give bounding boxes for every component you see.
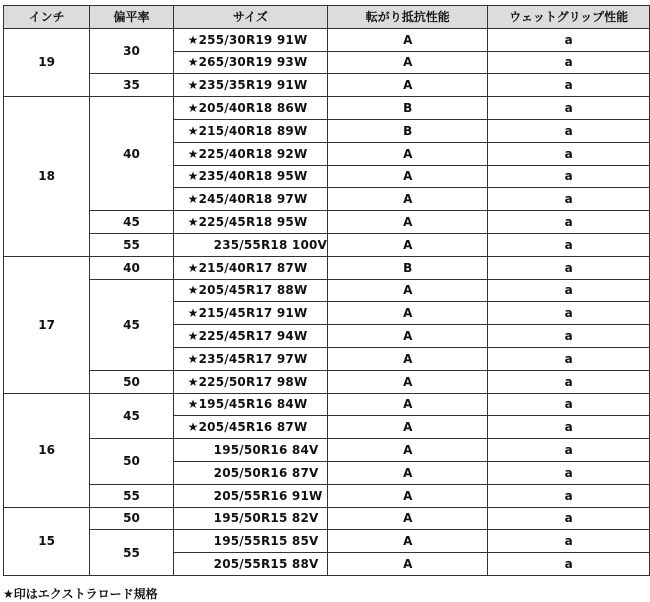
aspect-ratio-cell: 55	[90, 233, 173, 256]
tire-size-cell: ★235/45R17 97W	[173, 347, 327, 370]
rolling-resistance-cell: A	[328, 439, 488, 462]
tire-size-cell: ★205/45R16 87W	[173, 416, 327, 439]
tire-size-cell: 205/55R15 88V	[173, 553, 327, 576]
tire-size-cell: ★225/40R18 92W	[173, 142, 327, 165]
tire-size-cell: 195/50R16 84V	[173, 439, 327, 462]
table-row	[4, 439, 650, 462]
aspect-ratio-cell: 40	[90, 97, 173, 211]
table-row	[4, 233, 650, 256]
aspect-ratio-cell: 45	[90, 393, 173, 439]
wet-grip-cell: a	[488, 211, 650, 234]
rolling-resistance-cell: A	[328, 142, 488, 165]
table-row	[4, 256, 650, 279]
rolling-resistance-cell: A	[328, 347, 488, 370]
aspect-ratio-cell: 35	[90, 74, 173, 97]
wet-grip-cell: a	[488, 302, 650, 325]
tire-size-cell: ★215/40R18 89W	[173, 119, 327, 142]
rolling-resistance-cell: A	[328, 279, 488, 302]
rolling-resistance-cell: A	[328, 28, 488, 51]
rolling-resistance-cell: A	[328, 461, 488, 484]
rolling-resistance-cell: A	[328, 211, 488, 234]
inch-cell: 15	[4, 507, 90, 575]
rolling-resistance-cell: A	[328, 484, 488, 507]
footnote-extra-load: ★印はエクストラロード規格	[3, 587, 158, 601]
rolling-resistance-cell: B	[328, 256, 488, 279]
aspect-ratio-cell: 55	[90, 530, 173, 576]
wet-grip-cell: a	[488, 507, 650, 530]
rolling-resistance-cell: B	[328, 97, 488, 120]
wet-grip-cell: a	[488, 142, 650, 165]
wet-grip-cell: a	[488, 461, 650, 484]
tire-size-cell: ★215/45R17 91W	[173, 302, 327, 325]
aspect-ratio-cell: 55	[90, 484, 173, 507]
wet-grip-cell: a	[488, 256, 650, 279]
table-body	[4, 28, 650, 575]
rolling-resistance-cell: A	[328, 393, 488, 416]
table-row	[4, 279, 650, 302]
rolling-resistance-cell: A	[328, 416, 488, 439]
rolling-resistance-cell: A	[328, 188, 488, 211]
wet-grip-cell: a	[488, 553, 650, 576]
aspect-ratio-cell: 45	[90, 211, 173, 234]
table-row	[4, 530, 650, 553]
wet-grip-cell: a	[488, 325, 650, 348]
table-row	[4, 74, 650, 97]
tire-size-table	[3, 5, 650, 576]
rolling-resistance-cell: B	[328, 119, 488, 142]
wet-grip-cell: a	[488, 233, 650, 256]
rolling-resistance-cell: A	[328, 325, 488, 348]
tire-size-cell: ★255/30R19 91W	[173, 28, 327, 51]
aspect-ratio-cell: 40	[90, 256, 173, 279]
rolling-resistance-cell: A	[328, 553, 488, 576]
aspect-ratio-cell: 50	[90, 507, 173, 530]
rolling-resistance-cell: A	[328, 51, 488, 74]
wet-grip-cell: a	[488, 97, 650, 120]
wet-grip-cell: a	[488, 393, 650, 416]
tire-size-cell: ★215/40R17 87W	[173, 256, 327, 279]
wet-grip-cell: a	[488, 188, 650, 211]
tire-size-cell: ★225/45R18 95W	[173, 211, 327, 234]
table-row	[4, 484, 650, 507]
wet-grip-cell: a	[488, 119, 650, 142]
table-row	[4, 211, 650, 234]
wet-grip-cell: a	[488, 165, 650, 188]
rolling-resistance-cell: A	[328, 165, 488, 188]
wet-grip-cell: a	[488, 51, 650, 74]
wet-grip-cell: a	[488, 279, 650, 302]
tire-size-cell: 235/55R18 100V	[173, 233, 327, 256]
wet-grip-cell: a	[488, 439, 650, 462]
table-row	[4, 393, 650, 416]
tire-size-cell: 195/50R15 82V	[173, 507, 327, 530]
wet-grip-cell: a	[488, 28, 650, 51]
header-rolling-resistance: 転がり抵抗性能	[328, 6, 488, 29]
table-row	[4, 507, 650, 530]
tire-size-cell: 205/55R16 91W	[173, 484, 327, 507]
tire-size-cell: ★205/40R18 86W	[173, 97, 327, 120]
tire-size-cell: ★245/40R18 97W	[173, 188, 327, 211]
rolling-resistance-cell: A	[328, 530, 488, 553]
tire-size-cell: ★225/45R17 94W	[173, 325, 327, 348]
header-aspect-ratio: 偏平率	[90, 6, 173, 29]
tire-size-cell: ★265/30R19 93W	[173, 51, 327, 74]
aspect-ratio-cell: 50	[90, 439, 173, 485]
rolling-resistance-cell: A	[328, 507, 488, 530]
header-inch: インチ	[4, 6, 90, 29]
wet-grip-cell: a	[488, 74, 650, 97]
inch-cell: 19	[4, 28, 90, 96]
tire-size-cell: ★195/45R16 84W	[173, 393, 327, 416]
tire-size-cell: ★205/45R17 88W	[173, 279, 327, 302]
wet-grip-cell: a	[488, 416, 650, 439]
rolling-resistance-cell: A	[328, 370, 488, 393]
wet-grip-cell: a	[488, 530, 650, 553]
header-wet-grip: ウェットグリップ性能	[488, 6, 650, 29]
inch-cell: 16	[4, 393, 90, 507]
tire-size-cell: 205/50R16 87V	[173, 461, 327, 484]
rolling-resistance-cell: A	[328, 74, 488, 97]
rolling-resistance-cell: A	[328, 302, 488, 325]
aspect-ratio-cell: 50	[90, 370, 173, 393]
aspect-ratio-cell: 30	[90, 28, 173, 74]
tire-size-cell: 195/55R15 85V	[173, 530, 327, 553]
tire-size-cell: ★235/35R19 91W	[173, 74, 327, 97]
inch-cell: 17	[4, 256, 90, 393]
table-row	[4, 370, 650, 393]
aspect-ratio-cell: 45	[90, 279, 173, 370]
header-size: サイズ	[173, 6, 327, 29]
table-row	[4, 28, 650, 51]
tire-size-cell: ★235/40R18 95W	[173, 165, 327, 188]
header-row	[4, 6, 650, 29]
wet-grip-cell: a	[488, 484, 650, 507]
table-row	[4, 97, 650, 120]
rolling-resistance-cell: A	[328, 233, 488, 256]
wet-grip-cell: a	[488, 347, 650, 370]
inch-cell: 18	[4, 97, 90, 257]
wet-grip-cell: a	[488, 370, 650, 393]
tire-size-cell: ★225/50R17 98W	[173, 370, 327, 393]
